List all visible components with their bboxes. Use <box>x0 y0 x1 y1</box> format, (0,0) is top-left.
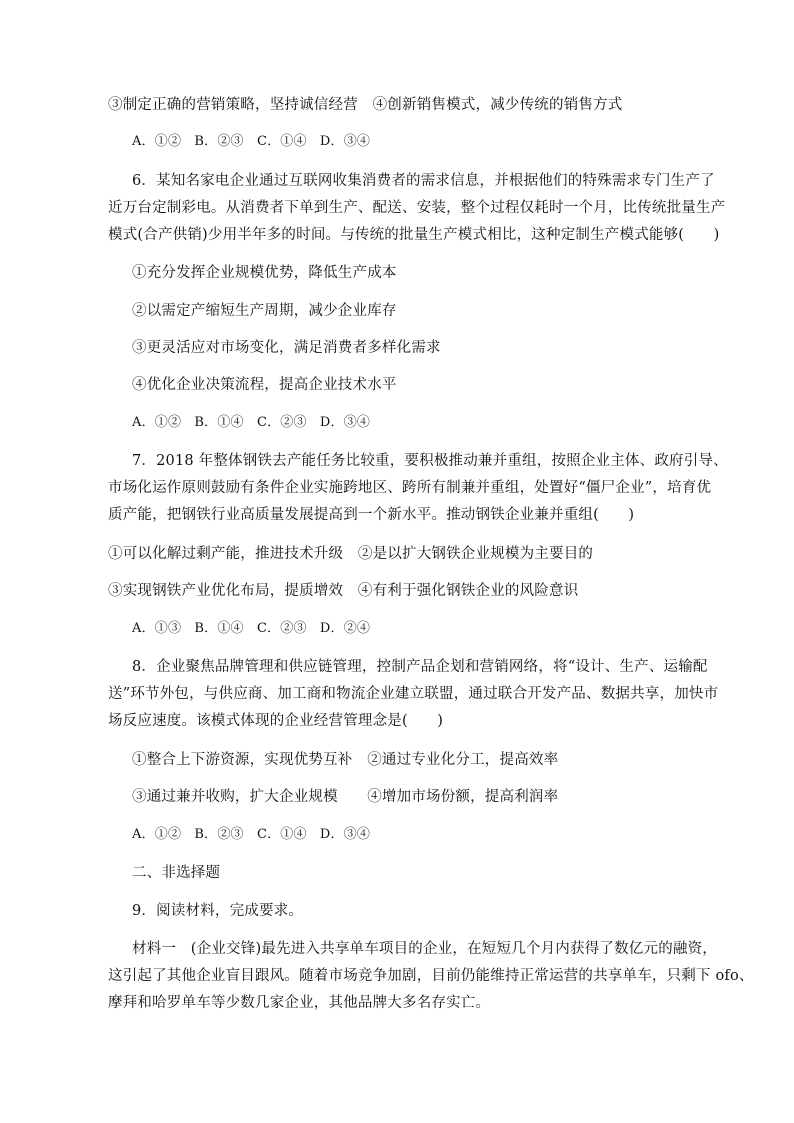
material-line-2: 这引起了其他企业盲目跟风。随着市场竞争加剧，目前仍能维持正常运营的共享单车，只剩下 ofo、 <box>108 968 754 984</box>
q5-answer-choices: A．①② B．②③ C．①④ D．③④ <box>132 134 371 149</box>
q7-answer-choices: A．①③ B．①④ C．②③ D．②④ <box>132 621 371 636</box>
q7-stem-line-2: 市场化运作原则鼓励有条件企业实施跨地区、跨所有制兼并重组，处置好“僵尸企业”，培育优 <box>108 480 712 496</box>
q8-option-line-2: ③通过兼并收购，扩大企业规模 ④增加市场份额，提高利润率 <box>132 789 559 805</box>
q6-stem-line-1: 6．某知名家电企业通过互联网收集消费者的需求信息，并根据他们的特殊需求专门生产了 <box>132 173 715 189</box>
q6-option-2: ②以需定产缩短生产周期，减少企业库存 <box>132 303 397 319</box>
q8-stem-line-3: 场反应速度。该模式体现的企业经营管理念是( ) <box>108 713 444 729</box>
material-line-1: 材料一 (企业交锋)最先进入共享单车项目的企业，在短短几个月内获得了数亿元的融资， <box>132 941 718 957</box>
q7-option-line-2: ③实现钢铁产业优化布局，提质增效 ④有利于强化钢铁企业的风险意识 <box>108 583 579 599</box>
q7-stem-line-1: 7．2018 年整体钢铁去产能任务比较重，要积极推动兼并重组，按照企业主体、政府引导、 <box>132 453 728 469</box>
q5-options-line: ③制定正确的营销策略，坚持诚信经营 ④创新销售模式，减少传统的销售方式 <box>108 97 623 113</box>
section-heading: 二、非选择题 <box>132 865 221 881</box>
q6-stem-line-3: 模式(合产供销)少用半年多的时间。与传统的批量生产模式相比，这种定制生产模式能够( ) <box>108 227 720 243</box>
q8-option-line-1: ①整合上下游资源，实现优势互补 ②通过专业化分工，提高效率 <box>132 752 559 768</box>
q8-answer-choices: A．①② B．②③ C．①④ D．③④ <box>132 827 371 842</box>
q7-stem-line-3: 质产能，把钢铁行业高质量发展提高到一个新水平。推动钢铁企业兼并重组( ) <box>108 507 635 523</box>
q6-answer-choices: A．①② B．①④ C．②③ D．③④ <box>132 415 371 430</box>
material-line-3: 摩拜和哈罗单车等少数几家企业，其他品牌大多名存实亡。 <box>108 995 491 1011</box>
q9-prompt: 9．阅读材料，完成要求。 <box>132 903 304 919</box>
q7-option-line-1: ①可以化解过剩产能，推进技术升级 ②是以扩大钢铁企业规模为主要目的 <box>108 546 594 562</box>
q6-option-1: ①充分发挥企业规模优势，降低生产成本 <box>132 265 397 281</box>
q8-stem-line-1: 8．企业聚焦品牌管理和供应链管理，控制产品企划和营销网络，将“设计、生产、运输配 <box>132 659 708 675</box>
q8-stem-line-2: 送”环节外包，与供应商、加工商和物流企业建立联盟，通过联合开发产品、数据共享，加快市 <box>108 686 719 702</box>
q6-option-4: ④优化企业决策流程，提高企业技术水平 <box>132 377 397 393</box>
q6-option-3: ③更灵活应对市场变化，满足消费者多样化需求 <box>132 340 441 356</box>
q6-stem-line-2: 近万台定制彩电。从消费者下单到生产、配送、安装，整个过程仅耗时一个月，比传统批量生产 <box>108 200 726 216</box>
